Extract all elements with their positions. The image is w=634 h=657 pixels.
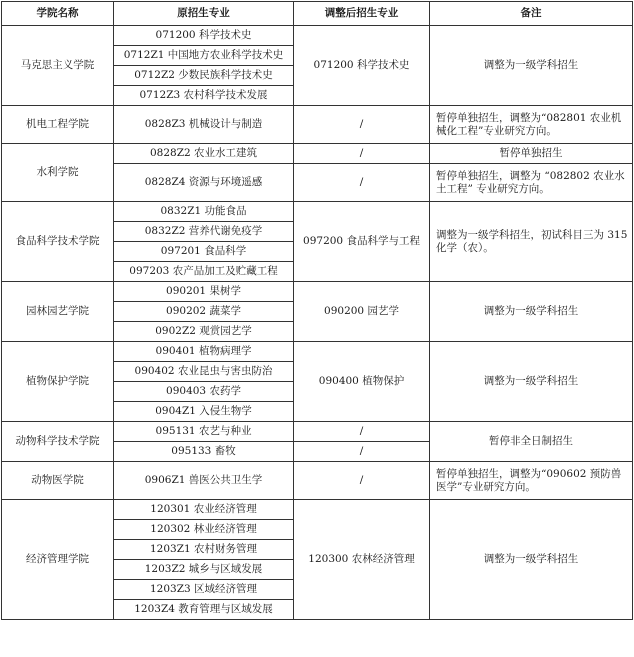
table-row [2,106,633,144]
school-cell: 植物保护学院 [2,342,114,422]
school-cell: 马克思主义学院 [2,26,114,106]
school-cell: 园林园艺学院 [2,282,114,342]
school-cell: 水利学院 [2,144,114,202]
original-major-cell: 0712Z1 中国地方农业科学技术史 [114,46,294,66]
original-major-cell: 097203 农产品加工及贮藏工程 [114,262,294,282]
original-major-cell: 0828Z4 资源与环境遥感 [114,164,294,202]
note-cell: 调整为一级学科招生 [430,282,633,342]
adjusted-major-cell: / [294,462,430,500]
note-cell: 调整为一级学科招生，初试科目三为 315 化学（农）。 [430,202,633,282]
original-major-cell: 071200 科学技术史 [114,26,294,46]
note-cell: 暂停单独招生，调整为 “082802 农业水土工程” 专业研究方向。 [430,164,633,202]
table-row [2,500,633,520]
school-cell: 机电工程学院 [2,106,114,144]
note-cell: 暂停单独招生，调整为“082801 农业机械化工程”专业研究方向。 [430,106,633,144]
table-row [2,144,633,164]
original-major-cell: 095133 畜牧 [114,442,294,462]
school-cell: 食品科学技术学院 [2,202,114,282]
original-major-cell: 1203Z4 教育管理与区域发展 [114,600,294,620]
original-major-cell: 090402 农业昆虫与害虫防治 [114,362,294,382]
original-major-cell: 0828Z2 农业水工建筑 [114,144,294,164]
original-major-cell: 090401 植物病理学 [114,342,294,362]
original-major-cell: 0828Z3 机械设计与制造 [114,106,294,144]
original-major-cell: 0904Z1 入侵生物学 [114,402,294,422]
note-cell: 调整为一级学科招生 [430,26,633,106]
original-major-cell: 095131 农艺与种业 [114,422,294,442]
table-row [2,342,633,362]
original-major-cell: 0906Z1 兽医公共卫生学 [114,462,294,500]
original-major-cell: 0902Z2 观赏园艺学 [114,322,294,342]
note-cell: 调整为一级学科招生 [430,500,633,620]
table-row [2,422,633,442]
original-major-cell: 090201 果树学 [114,282,294,302]
adjusted-major-cell: 090200 园艺学 [294,282,430,342]
header-note: 备注 [430,2,633,26]
original-major-cell: 0832Z2 营养代谢免疫学 [114,222,294,242]
note-cell: 暂停单独招生，调整为“090602 预防兽医学”专业研究方向。 [430,462,633,500]
original-major-cell: 120301 农业经济管理 [114,500,294,520]
original-major-cell: 0712Z2 少数民族科学技术史 [114,66,294,86]
school-cell: 经济管理学院 [2,500,114,620]
original-major-cell: 1203Z3 区域经济管理 [114,580,294,600]
header-original-major: 原招生专业 [114,2,294,26]
adjusted-major-cell: / [294,442,430,462]
table-row [2,462,633,500]
note-cell: 暂停单独招生 [430,144,633,164]
original-major-cell: 1203Z1 农村财务管理 [114,540,294,560]
adjusted-major-cell: 090400 植物保护 [294,342,430,422]
header-adjusted-major: 调整后招生专业 [294,2,430,26]
header-row [2,2,633,26]
original-major-cell: 1203Z2 城乡与区域发展 [114,560,294,580]
table-row [2,26,633,46]
adjusted-major-cell: 120300 农林经济管理 [294,500,430,620]
header-school: 学院名称 [2,2,114,26]
enrollment-adjustment-table [1,1,633,620]
table-row [2,282,633,302]
note-cell: 暂停非全日制招生 [430,422,633,462]
original-major-cell: 120302 林业经济管理 [114,520,294,540]
original-major-cell: 090403 农药学 [114,382,294,402]
original-major-cell: 0832Z1 功能食品 [114,202,294,222]
school-cell: 动物医学院 [2,462,114,500]
adjusted-major-cell: / [294,106,430,144]
adjusted-major-cell: / [294,422,430,442]
original-major-cell: 0712Z3 农村科学技术发展 [114,86,294,106]
original-major-cell: 090202 蔬菜学 [114,302,294,322]
adjusted-major-cell: / [294,164,430,202]
adjusted-major-cell: 097200 食品科学与工程 [294,202,430,282]
table-row [2,202,633,222]
adjusted-major-cell: 071200 科学技术史 [294,26,430,106]
school-cell: 动物科学技术学院 [2,422,114,462]
note-cell: 调整为一级学科招生 [430,342,633,422]
adjusted-major-cell: / [294,144,430,164]
original-major-cell: 097201 食品科学 [114,242,294,262]
